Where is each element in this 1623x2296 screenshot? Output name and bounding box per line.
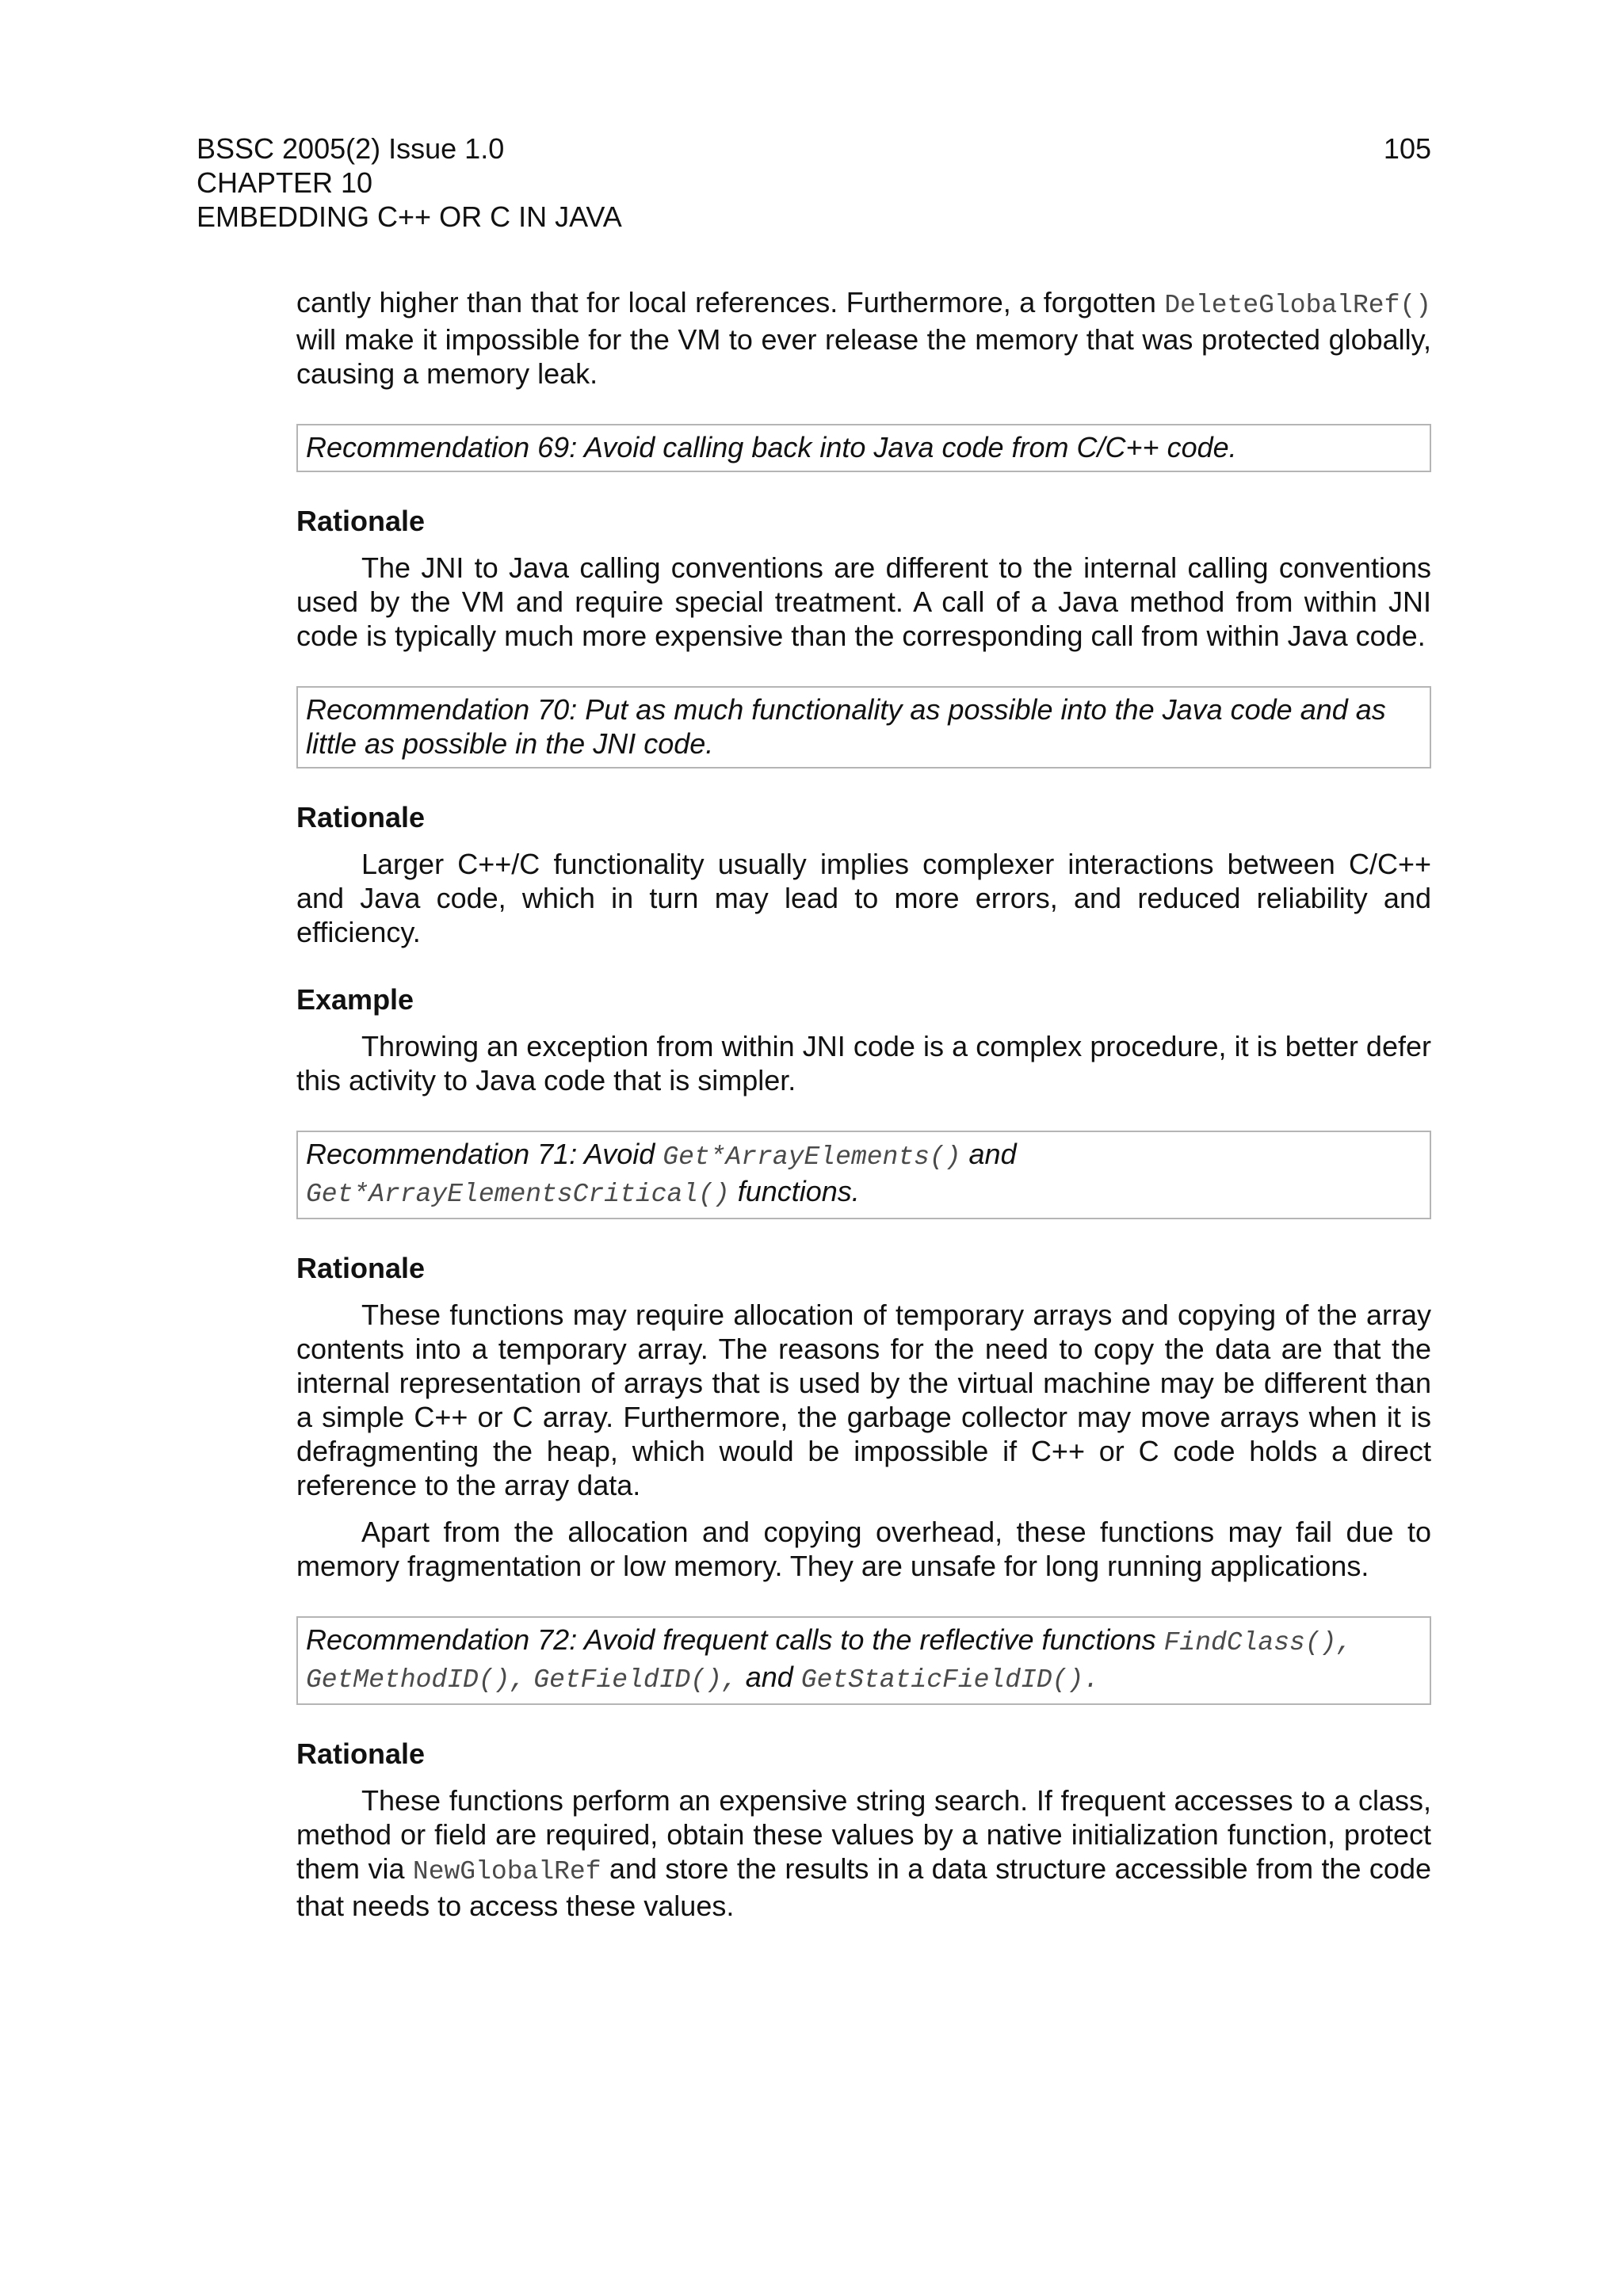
- intro-code: DeleteGlobalRef(): [1164, 291, 1431, 320]
- recommendation-72-box: [296, 1616, 1431, 1705]
- recommendation-69-box: [296, 424, 1431, 472]
- rec70-rationale-text: Larger C++/C functionality usually implies complexer interactions between C/C++ and Java code, which in turn may lead to more errors, and reduced reliability and efficiency.: [296, 848, 1431, 948]
- rec72-rationale-code: NewGlobalRef: [412, 1857, 601, 1886]
- rec70-example-text: Throwing an exception from within JNI code is a complex procedure, it is better defer this activity to Java code that is simpler.: [296, 1030, 1431, 1097]
- page-body: [296, 285, 1431, 1923]
- recommendation-72-text-a: Recommendation 72: Avoid frequent calls to the reflective functions: [306, 1623, 1164, 1656]
- recommendation-72-code-getfieldid: GetFieldID(),: [533, 1665, 738, 1695]
- page-number: 105: [1383, 132, 1431, 165]
- recommendation-70-box: [296, 686, 1431, 769]
- rec71-rationale-paragraph-2: Apart from the allocation and copying overhead, these functions may fail due to memory fragmentation or low memory. They are unsafe for long running applications.: [296, 1516, 1431, 1582]
- rec70-example-heading: Example: [296, 983, 414, 1016]
- recommendation-71-text-c: functions.: [729, 1175, 860, 1207]
- rec72-rationale-text: [296, 1783, 1431, 1923]
- recommendation-70-text: Recommendation 70: Put as much functionality as possible into the Java code and as little as possible in the JNI code.: [306, 693, 1386, 760]
- rec72-rationale-text-a: These functions perform an expensive string search. If frequent accesses to a class, method or field are required, obtain these values by a native initialization function, protect them via: [296, 1784, 1431, 1885]
- rec69-rationale-heading: Rationale: [296, 505, 426, 537]
- rec72-rationale-text-b: and store the results in a data structure accessible from the code that needs to access these values.: [296, 1852, 1432, 1922]
- recommendation-71-text-a: Recommendation 71: Avoid: [306, 1138, 663, 1170]
- recommendation-69-text: Recommendation 69: Avoid calling back into Java code from C/C++ code.: [306, 431, 1237, 463]
- recommendation-72-code-getmethodid: GetMethodID(),: [306, 1665, 526, 1695]
- intro-paragraph: [296, 285, 1431, 391]
- intro-text-a: cantly higher than that for local references. Furthermore, a forgotten: [296, 286, 1165, 318]
- chapter-number: CHAPTER 10: [197, 166, 373, 199]
- rec72-rationale-heading: Rationale: [296, 1737, 426, 1770]
- recommendation-71-text-b: and: [960, 1138, 1017, 1170]
- rec71-rationale-heading: Rationale: [296, 1252, 426, 1284]
- recommendation-71-box: [296, 1131, 1431, 1219]
- recommendation-72-code-findclass: FindClass(),: [1163, 1628, 1353, 1657]
- recommendation-72-code-getstaticfieldid: GetStaticFieldID().: [800, 1665, 1100, 1695]
- intro-text-b: will make it impossible for the VM to ever release the memory that was protected globally, causing a memory leak.: [296, 323, 1431, 390]
- recommendation-71-code-b: Get*ArrayElementsCritical(): [306, 1180, 730, 1209]
- chapter-title: EMBEDDING C++ OR C IN JAVA: [197, 200, 622, 233]
- rec71-rationale-paragraph-1: These functions may require allocation of temporary arrays and copying of the array contents into a temporary array. The reasons for the need to copy the data are that the internal representation of arrays that is used by the virtual machine may be different than a simple C++ or C array. Furthermore, the garbage collector may move arrays when it is defragmenting the heap, which would be impossible if C++ or C code holds a direct reference to the array data.: [296, 1299, 1431, 1501]
- rec69-rationale-text: The JNI to Java calling conventions are different to the internal calling conventions used by the VM and require special treatment. A call of a Java method from within JNI code is typically much more expensive than the corresponding call from within Java code.: [296, 551, 1431, 652]
- recommendation-71-code-a: Get*ArrayElements(): [663, 1142, 961, 1172]
- document-id: BSSC 2005(2) Issue 1.0: [197, 132, 505, 165]
- rec70-rationale-heading: Rationale: [296, 801, 426, 833]
- page-header: [197, 132, 1431, 234]
- recommendation-72-text-b: and: [737, 1661, 801, 1693]
